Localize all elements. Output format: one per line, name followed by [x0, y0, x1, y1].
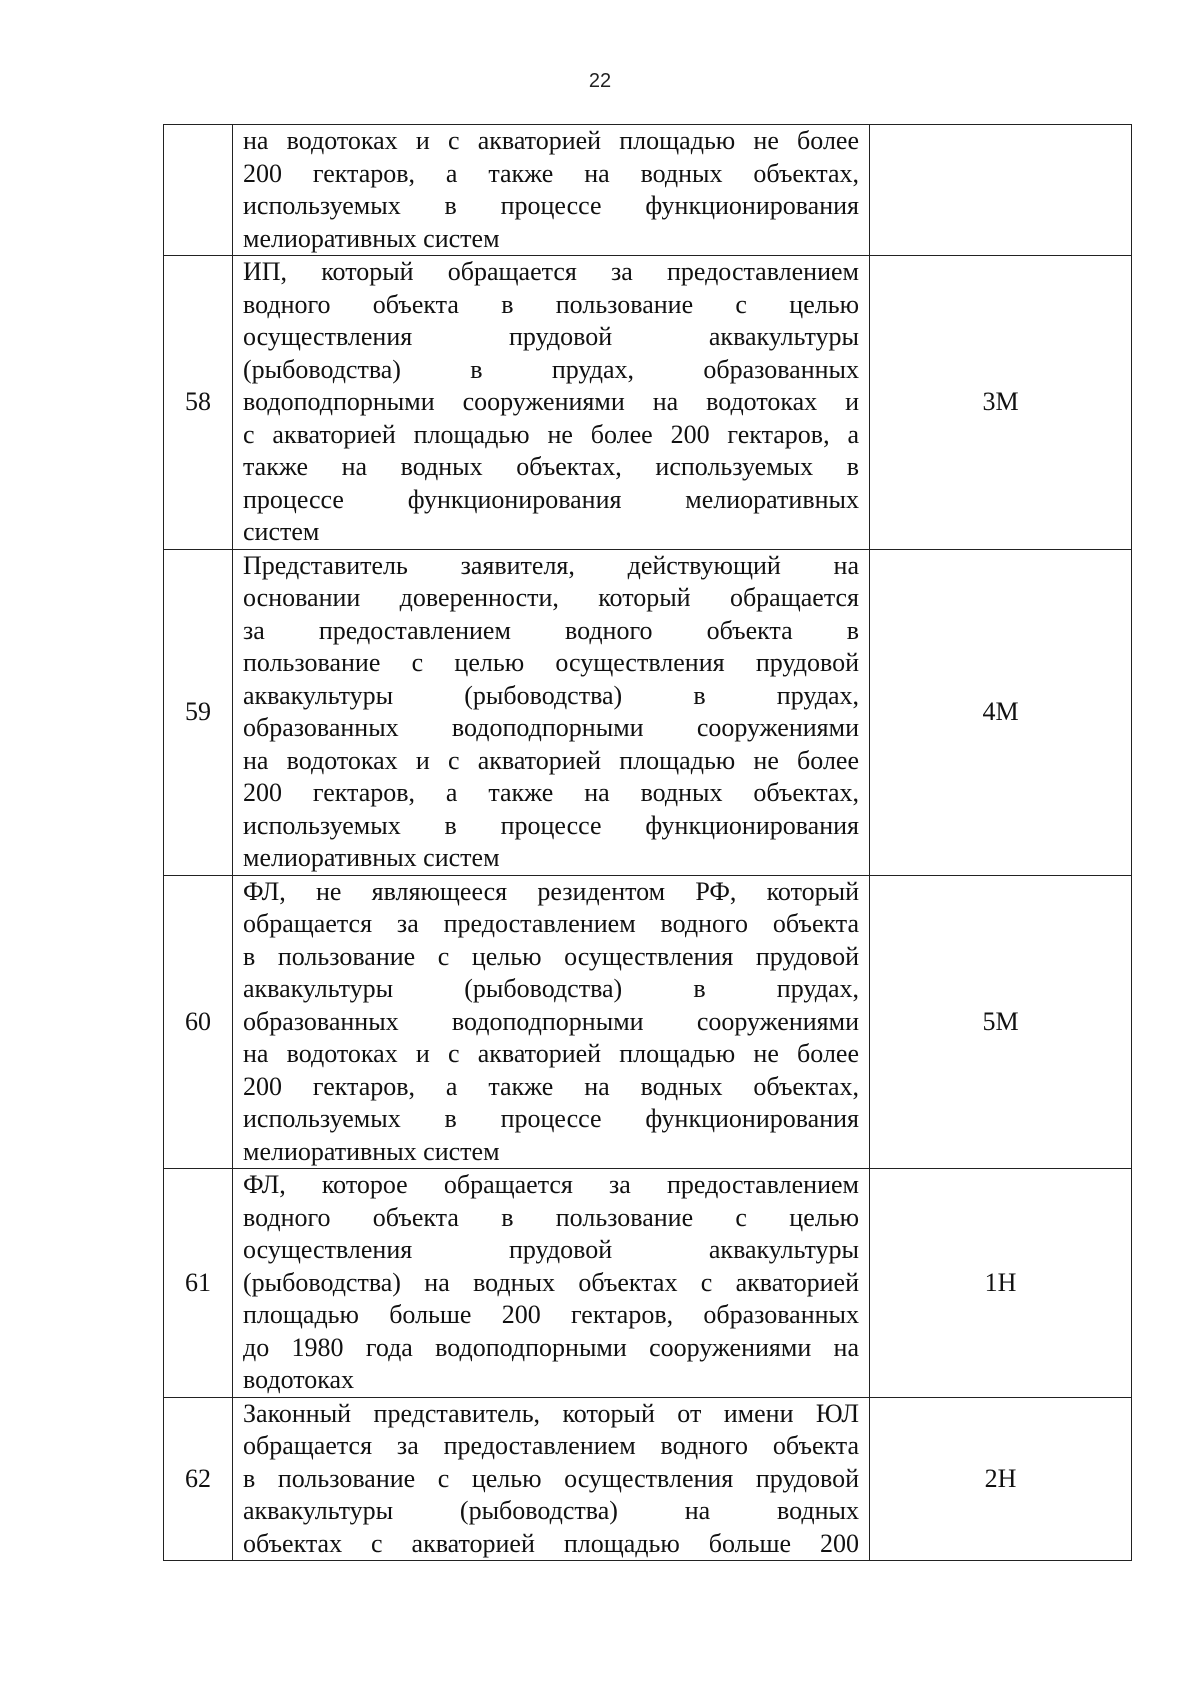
row-number-cell: 58 — [164, 256, 233, 550]
table-row — [164, 125, 1132, 256]
description-line: обращается за предоставлением водного объекта — [243, 1431, 859, 1460]
description-line: образованных водоподпорными сооружениями — [243, 1006, 859, 1036]
description-line: образованных водоподпорными сооружениями — [243, 713, 859, 742]
description-line: на водотоках и с акваторией площадью не более — [243, 745, 859, 775]
description-line: Законный представитель, который от имени ЮЛ — [243, 1398, 859, 1428]
description-line: ИП, который обращается за предоставлением — [243, 257, 859, 286]
applicant-codes-table — [163, 124, 1132, 1561]
table-row — [164, 549, 1132, 875]
table-row — [164, 875, 1132, 1169]
description-line: ФЛ, не являющееся резидентом РФ, который — [243, 876, 859, 906]
description-line: осуществления прудовой аквакультуры — [243, 322, 859, 351]
applicant-description-cell — [233, 1397, 870, 1561]
row-number-cell: 62 — [164, 1397, 233, 1561]
description-line: осуществления прудовой аквакультуры — [243, 1235, 859, 1264]
description-line: используемых в процессе функционирования — [243, 191, 859, 220]
description-line: в пользование с целью осуществления прудовой — [243, 941, 859, 971]
description-line: площадью больше 200 гектаров, образованных — [243, 1300, 859, 1329]
description-line: водоподпорными сооружениями на водотоках и — [243, 387, 859, 416]
description-line: используемых в процессе функционирования — [243, 1104, 859, 1133]
description-line: ФЛ, которое обращается за предоставлением — [243, 1170, 859, 1199]
description-line: систем — [243, 517, 320, 546]
description-line: Представитель заявителя, действующий на — [243, 550, 859, 580]
description-line: мелиоративных систем — [243, 843, 500, 872]
description-line: за предоставлением водного объекта в — [243, 615, 859, 645]
description-line: с акваторией площадью не более 200 гектаров, а — [243, 419, 859, 449]
description-line: до 1980 года водоподпорными сооружениями на — [243, 1332, 859, 1362]
variant-code-cell: 5М — [870, 875, 1132, 1169]
variant-code-cell — [870, 125, 1132, 256]
description-line: на водотоках и с акваторией площадью не более — [243, 1039, 859, 1068]
row-number-cell — [164, 125, 233, 256]
description-line: водного объекта в пользование с целью — [243, 1202, 859, 1232]
applicant-description-cell — [233, 875, 870, 1169]
variant-code-cell: 1Н — [870, 1169, 1132, 1398]
applicant-description-cell — [233, 256, 870, 550]
description-line: на водотоках и с акваторией площадью не более — [243, 126, 859, 155]
description-line: водотоках — [243, 1365, 355, 1394]
description-line: аквакультуры (рыбоводства) на водных — [243, 1496, 859, 1525]
description-line: основании доверенности, который обращается — [243, 583, 859, 612]
variant-code-cell: 2Н — [870, 1397, 1132, 1561]
variant-code-cell: 3М — [870, 256, 1132, 550]
description-line: 200 гектаров, а также на водных объектах, — [243, 1071, 859, 1101]
description-line: (рыбоводства) на водных объектах с акваторией — [243, 1267, 859, 1297]
description-line: процессе функционирования мелиоративных — [243, 484, 859, 514]
description-line: в пользование с целью осуществления прудовой — [243, 1463, 859, 1493]
table-body — [164, 125, 1132, 1561]
description-line: пользование с целью осуществления прудовой — [243, 648, 859, 677]
description-line: 200 гектаров, а также на водных объектах, — [243, 158, 859, 188]
page-number: 22 — [588, 70, 612, 92]
description-line: водного объекта в пользование с целью — [243, 289, 859, 319]
row-number-cell: 59 — [164, 549, 233, 875]
description-line: аквакультуры (рыбоводства) в прудах, — [243, 680, 859, 710]
description-line: используемых в процессе функционирования — [243, 810, 859, 840]
description-line: (рыбоводства) в прудах, образованных — [243, 354, 859, 384]
row-number-cell: 61 — [164, 1169, 233, 1398]
applicant-description-cell — [233, 549, 870, 875]
table-row — [164, 1169, 1132, 1398]
description-line: 200 гектаров, а также на водных объектах, — [243, 778, 859, 807]
variant-code-cell: 4М — [870, 549, 1132, 875]
table-row — [164, 1397, 1132, 1561]
applicant-description-cell — [233, 1169, 870, 1398]
description-line: аквакультуры (рыбоводства) в прудах, — [243, 974, 859, 1003]
applicant-description-cell — [233, 125, 870, 256]
description-line: также на водных объектах, используемых в — [243, 452, 859, 481]
description-line: мелиоративных систем — [243, 223, 500, 253]
description-line: обращается за предоставлением водного объекта — [243, 909, 859, 938]
table-row — [164, 256, 1132, 550]
description-line: мелиоративных систем — [243, 1136, 500, 1166]
row-number-cell: 60 — [164, 875, 233, 1169]
description-line: объектах с акваторией площадью больше 200 — [243, 1528, 859, 1558]
